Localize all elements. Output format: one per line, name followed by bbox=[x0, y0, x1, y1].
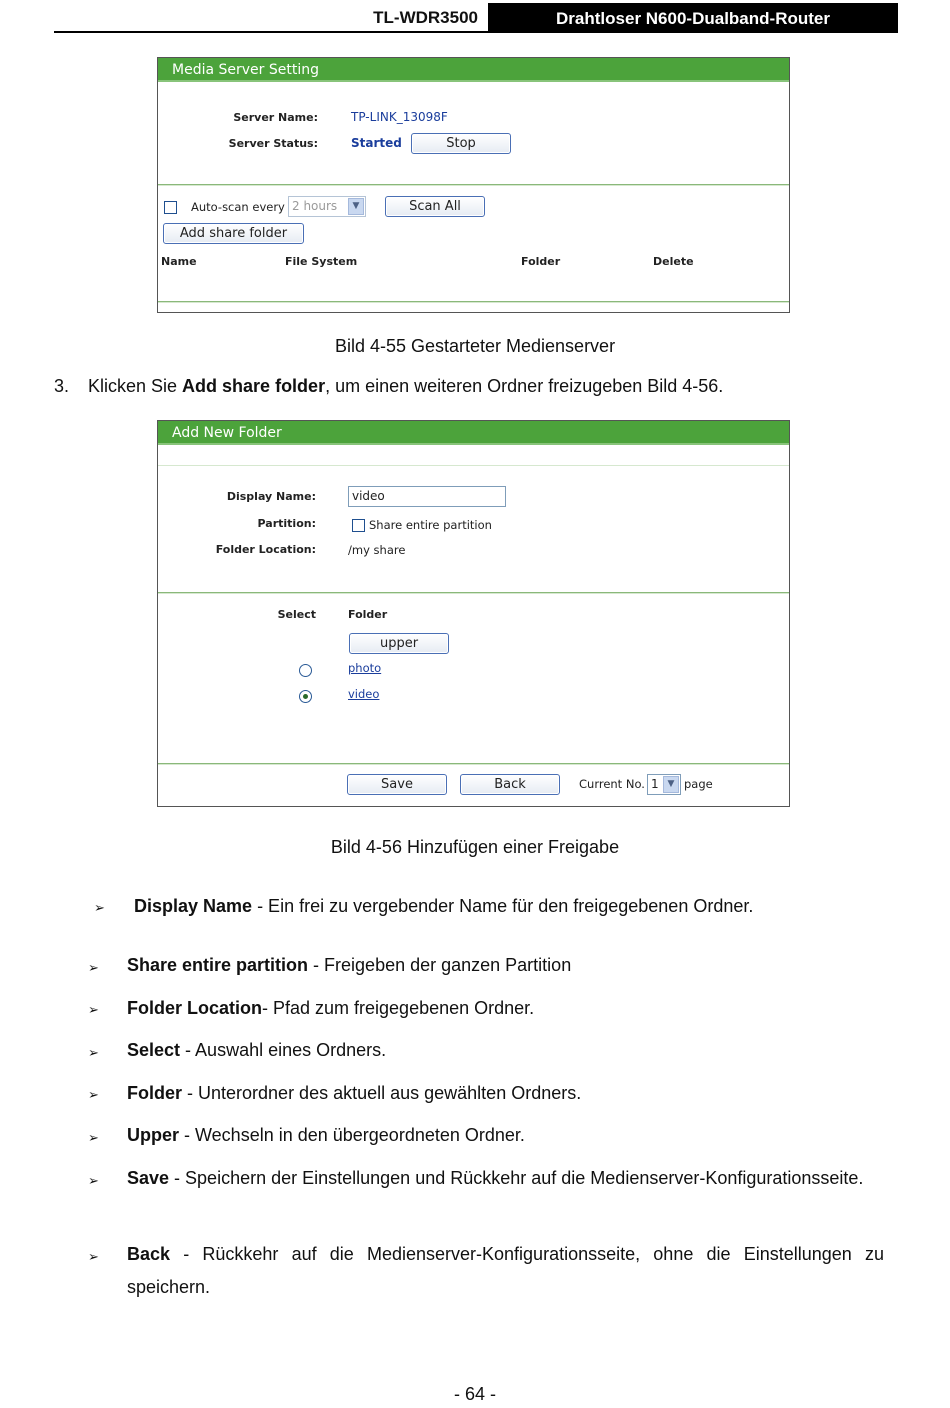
header-model: TL-WDR3500 bbox=[373, 8, 478, 27]
bullet-icon: ➢ bbox=[88, 1173, 99, 1188]
display-name-label: Display Name: bbox=[226, 490, 316, 503]
folder-link-video[interactable]: video bbox=[348, 687, 380, 701]
bullet-icon: ➢ bbox=[88, 1002, 99, 1017]
item-save bbox=[127, 1162, 884, 1195]
scan-all-button[interactable]: Scan All bbox=[385, 196, 485, 217]
add-folder-panel bbox=[157, 420, 790, 807]
item-select bbox=[127, 1034, 386, 1067]
server-name-label: Server Name: bbox=[233, 111, 318, 124]
auto-scan-interval-value: 2 hours bbox=[292, 199, 338, 213]
bullet-icon: ➢ bbox=[88, 960, 99, 975]
desc-back: - Rückkehr auf die Medienserver-Konfigurationsseite, ohne die Einstellungen zu speichern. bbox=[127, 1244, 884, 1297]
step-3-post: , um einen weiteren Ordner freizugeben Bild 4-56. bbox=[325, 376, 724, 396]
item-folder-location bbox=[127, 992, 534, 1025]
folder-location-value: /my share bbox=[348, 543, 406, 557]
add-share-folder-button[interactable]: Add share folder bbox=[163, 223, 304, 244]
current-page-value: 1 bbox=[651, 777, 659, 791]
display-name-value: video bbox=[352, 489, 385, 503]
folder-location-label: Folder Location: bbox=[215, 543, 316, 556]
back-button[interactable]: Back bbox=[460, 774, 560, 795]
term-folder-location: Folder Location bbox=[127, 998, 262, 1018]
auto-scan-label: Auto-scan every bbox=[191, 200, 285, 214]
panel-divider bbox=[158, 184, 789, 186]
page-number: - 64 - bbox=[453, 1384, 496, 1404]
current-no-label: Current No. bbox=[579, 777, 645, 791]
share-partition-checkbox[interactable] bbox=[352, 519, 365, 532]
share-partition-label: Share entire partition bbox=[369, 518, 492, 532]
bullet-icon: ➢ bbox=[88, 1249, 99, 1264]
upper-button[interactable]: upper bbox=[349, 633, 449, 654]
term-save: Save bbox=[127, 1168, 170, 1188]
server-status-value: Started bbox=[351, 136, 402, 150]
bullet-icon: ➢ bbox=[88, 1130, 99, 1145]
footer-divider bbox=[158, 763, 789, 765]
column-name: Name bbox=[161, 255, 197, 268]
display-name-input[interactable] bbox=[348, 486, 506, 507]
current-page-select[interactable] bbox=[647, 774, 681, 795]
term-folder: Folder bbox=[127, 1083, 183, 1103]
step-number: 3. bbox=[54, 376, 70, 396]
panel-bottom-divider bbox=[158, 301, 789, 303]
server-name-value: TP-LINK_13098F bbox=[351, 110, 448, 124]
partition-label: Partition: bbox=[257, 517, 316, 530]
desc-share-partition: - Freigeben der ganzen Partition bbox=[308, 955, 572, 975]
chevron-down-icon: ▼ bbox=[663, 776, 679, 793]
term-display-name: Display Name bbox=[134, 896, 253, 916]
bullet-icon: ➢ bbox=[88, 1045, 99, 1060]
media-server-title: Media Server Setting bbox=[158, 58, 789, 82]
term-select: Select bbox=[127, 1040, 181, 1060]
desc-select: - Auswahl eines Ordners. bbox=[180, 1040, 387, 1060]
folder-header: Folder bbox=[348, 608, 388, 621]
header-product: Drahtloser N600-Dualband-Router bbox=[488, 3, 898, 32]
step-3-bold: Add share folder bbox=[182, 376, 326, 396]
column-delete: Delete bbox=[653, 255, 694, 268]
term-upper: Upper bbox=[127, 1125, 180, 1145]
term-share-partition: Share entire partition bbox=[127, 955, 309, 975]
figure-caption-4-56: Bild 4-56 Hinzufügen einer Freigabe bbox=[330, 837, 620, 857]
item-display-name bbox=[134, 890, 753, 923]
media-server-panel bbox=[157, 57, 790, 313]
header-rule bbox=[54, 31, 898, 33]
item-back bbox=[127, 1238, 884, 1304]
column-folder: Folder bbox=[521, 255, 561, 268]
term-back: Back bbox=[127, 1244, 171, 1264]
title-underline bbox=[158, 465, 789, 466]
desc-folder-location: - Pfad zum freigegebenen Ordner. bbox=[262, 998, 535, 1018]
bullet-icon: ➢ bbox=[94, 900, 105, 915]
folder-radio-video[interactable] bbox=[299, 690, 312, 703]
server-status-label: Server Status: bbox=[228, 137, 318, 150]
add-folder-title: Add New Folder bbox=[158, 421, 789, 445]
figure-caption-4-55: Bild 4-55 Gestarteter Medienserver bbox=[334, 336, 616, 356]
desc-save: - Speichern der Einstellungen und Rückkehr auf die Medienserver-Konfigurationsseite. bbox=[169, 1168, 864, 1188]
desc-display-name: - Ein frei zu vergebender Name für den freigegebenen Ordner. bbox=[252, 896, 754, 916]
save-button[interactable]: Save bbox=[347, 774, 447, 795]
step-3-pre: Klicken Sie bbox=[88, 376, 183, 396]
page-label: page bbox=[684, 777, 713, 791]
auto-scan-checkbox[interactable] bbox=[164, 201, 177, 214]
desc-folder: - Unterordner des aktuell aus gewählten Ordners. bbox=[182, 1083, 582, 1103]
column-file-system: File System bbox=[285, 255, 358, 268]
auto-scan-interval-select[interactable] bbox=[288, 196, 366, 217]
item-folder bbox=[127, 1077, 581, 1110]
desc-upper: - Wechseln in den übergeordneten Ordner. bbox=[179, 1125, 525, 1145]
step-3-text bbox=[88, 376, 723, 397]
chevron-down-icon: ▼ bbox=[348, 198, 364, 215]
bullet-icon: ➢ bbox=[88, 1087, 99, 1102]
folder-link-photo[interactable]: photo bbox=[348, 661, 382, 675]
stop-button[interactable]: Stop bbox=[411, 133, 511, 154]
item-upper bbox=[127, 1119, 525, 1152]
section-divider bbox=[158, 592, 789, 594]
folder-radio-photo[interactable] bbox=[299, 664, 312, 677]
select-header: Select bbox=[277, 608, 316, 621]
item-share-partition bbox=[127, 949, 571, 982]
